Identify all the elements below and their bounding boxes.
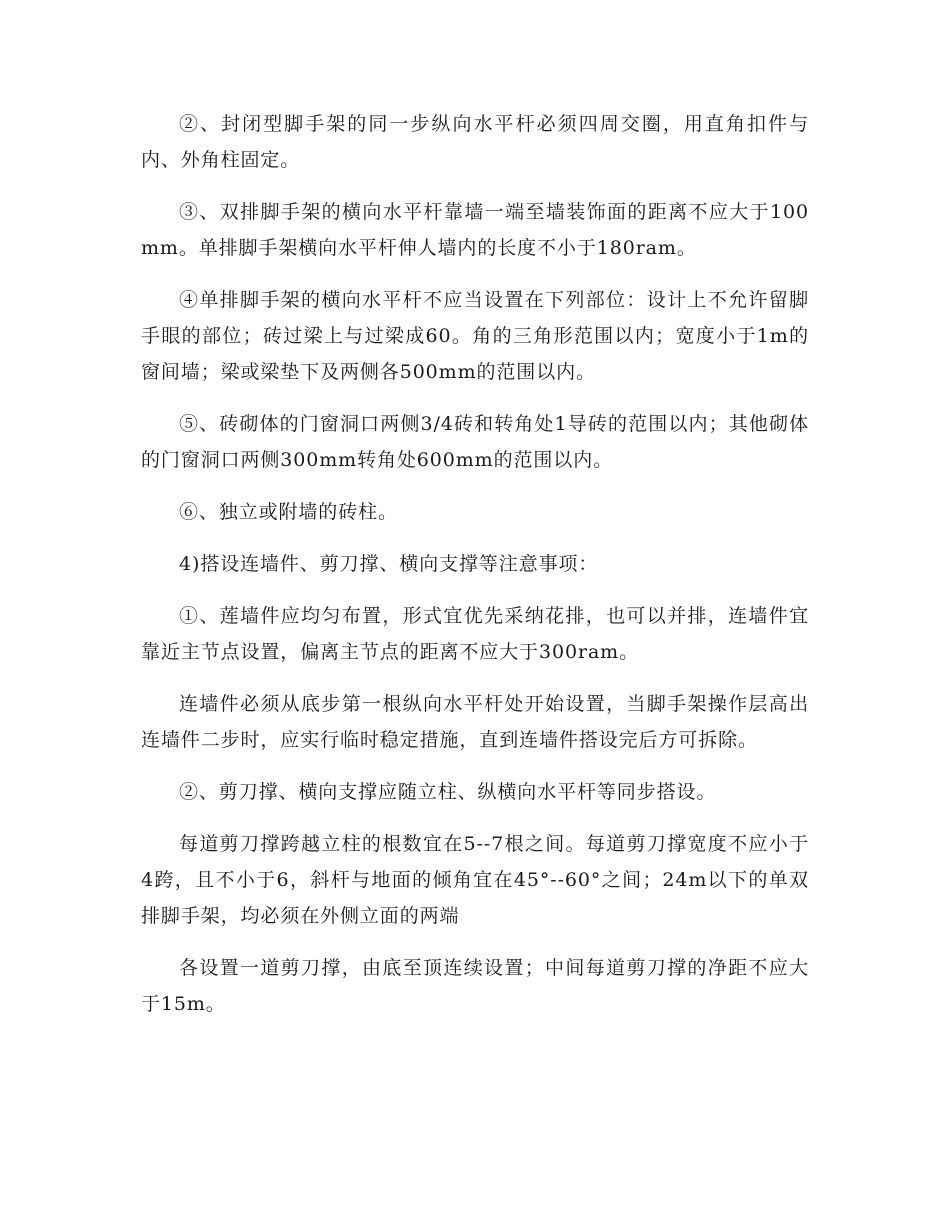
paragraph-closed-scaffold-longitudinal-bar: ②、封闭型脚手架的同一步纵向水平杆必须四周交圈，用直角扣件与内、外角柱固定。	[141, 113, 809, 171]
paragraph-scissor-brace-spacing: 各设置一道剪刀撑，由底至顶连续设置；中间每道剪刀撑的净距不应大于15m。	[141, 957, 809, 1015]
paragraph-bracing-synchronous: ②、剪刀撑、横向支撑应随立柱、纵横向水平杆等同步搭设。	[179, 781, 717, 803]
paragraph-door-window-openings: ⑤、砖砌体的门窗洞口两侧3/4砖和转角处1导砖的范围以内；其他砌体的门窗洞口两侧300mm转角处600mm的范围以内。	[141, 413, 809, 471]
paragraph-scissor-brace-span: 每道剪刀撑跨越立柱的根数宜在5--7根之间。每道剪刀撑宽度不应小于4跨，且不小于6，斜杆与地面的倾角宜在45°--60°之间；24m以下的单双排脚手架，均必须在外侧立面的两端	[141, 833, 809, 927]
paragraph-brick-columns: ⑥、独立或附墙的砖柱。	[179, 501, 398, 523]
paragraph-wall-ties-installation: 连墙件必须从底步第一根纵向水平杆处开始设置，当脚手架操作层高出连墙件二步时，应实行临时稳定措施，直到连墙件搭设完后方可拆除。	[141, 693, 809, 751]
section-heading-tie-bracing-notes: 4)搭设连墙件、剪刀撑、横向支撑等注意事项：	[179, 553, 599, 575]
paragraph-double-row-transverse-bar: ③、双排脚手架的横向水平杆靠墙一端至墙装饰面的距离不应大于100mm。单排脚手架横向水平杆伸人墙内的长度不小于180ram。	[141, 201, 809, 259]
paragraph-wall-ties-layout: ①、莲墙件应均匀布置，形式宜优先采纳花排，也可以并排，连墙件宜靠近主节点设置，偏离主节点的距离不应大于300ram。	[141, 605, 809, 663]
document-body	[141, 106, 809, 1038]
paragraph-single-row-prohibited-locations: ④单排脚手架的横向水平杆不应当设置在下列部位：设计上不允许留脚手眼的部位；砖过梁上与过梁成60。角的三角形范围以内；宽度小于1m的窗间墙；梁或梁垫下及两侧各500mm的范围以内。	[141, 289, 809, 383]
